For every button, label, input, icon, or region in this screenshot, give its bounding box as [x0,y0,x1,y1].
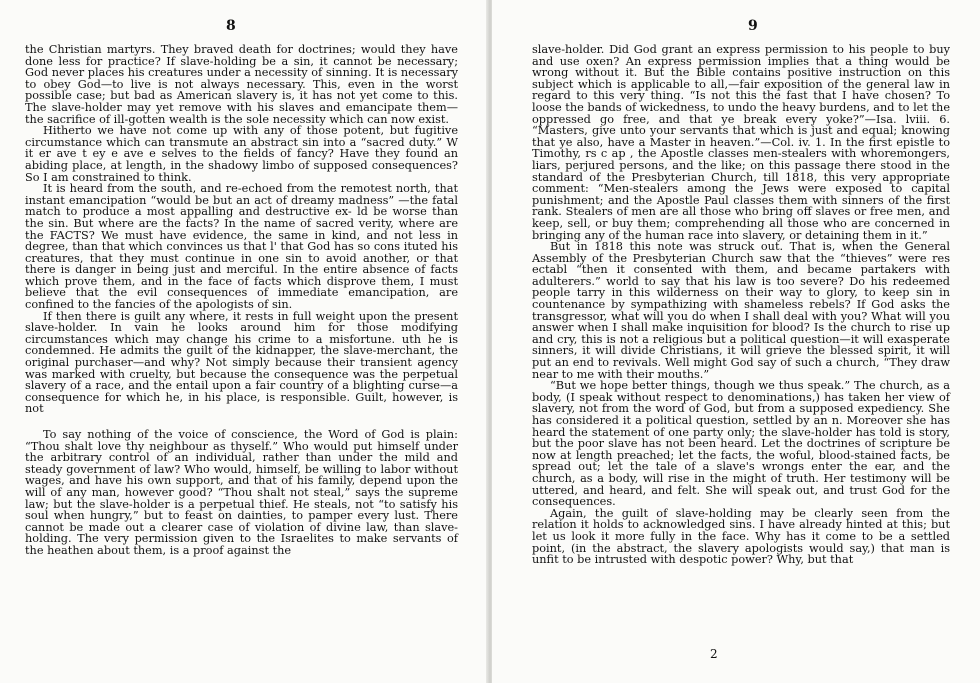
right-paragraph: “But we hope better things, though we thus speak.” The church, as a body, (I speak without respect to denominations,) has taken her view of slavery, not from the word of God, but from a supposed expediency. She has considered it a political question, settled by an n. Moreover she has heard the statement of one party only; the slave-holder has told is story, but the poor slave has not been heard. Let the doctrines of scripture be now at length preached; let the facts, the woful, blood-stained facts, be spread out; let the tale of a slave's wrongs enter the ear, and the church, as a body, will rise in the might of truth. Her testimony will be uttered, and heard, and felt. She will speak out, and trust God for the consequences. [532,379,950,509]
left-paragraph: Hitherto we have not come up with any of those potent, but fugitive circumstance which can transmute an abstract sin into a “sacred duty.” W it er ave t ey e ave e selves to the fields of fancy? Have they found an abiding place, at length, in the shadowy limbo of supposed consequences? So I am constrained to think. [25,124,458,184]
right-paragraph: Again, the guilt of slave-holding may be clearly seen from the relation it holds to acknowledged sins. I have already hinted at this; but let us look it more fully in the face. Why has it come to be a settled point, (in the abstract, the slavery apologists would say,) that man is unfit to be intrusted with despotic power? Why, but that [532,506,950,567]
signature-mark: 2 [710,647,718,661]
right-page-number: 9 [748,18,758,34]
right-page [492,0,980,683]
left-paragraph: If then there is guilt any where, it rests in full weight upon the present slave-holder. In vain he looks around him for those modifying circumstances which may change his crime to a misfortune. uth he is condemned. He admits the guilt of the kidnapper, the slave-merchant, the original purchaser—and why? Not simply because their transient agency was marked with cruelty, but because the consequence was the perpetual slavery of a race, and the entail upon a fair country of a blighting curse—a consequence for which he, in his place, is responsible. Guilt, however, is not [25,309,458,416]
left-page [0,0,488,683]
right-paragraph: But in 1818 this note was struck out. That is, when the General Assembly of the Presbyterian Church saw that the “thieves” were res ectabl “then it consented with them, and became partakers with adulterers.” world to say that his law is too severe? Do his redeemed people tarry in this wilderness on their way to glory, to keep sin in countenance by sympathizing with shameless rebels? If God asks the transgressor, what will you do when I shall deal with you? What will you answer when I shall make inquisition for blood? Is the church to rise up and cry, this is not a religious but a political question—it will exasperate sinners, it will divide Christians, it will grieve the blessed spirit, it will put an end to revivals. Well might God say of such a church, “They draw near to me with their mouths.” [532,240,950,381]
right-paragraph: slave-holder. Did God grant an express permission to his people to buy and use oxen? An express permission implies that a thing would be wrong without it. But the Bible contains positive instruction on this subject which is applicable to all,—fair exposition of the general law in regard to this very thing. “Is not this the fast that I have chosen? To loose the bands of wickedness, to undo the heavy burdens, and to let the oppressed go free, and that ye break every yoke?”—Isa. lviii. 6. “Masters, give unto your servants that which is just and equal; knowing that ye also, have a Master in heaven.”—Col. iv. 1. In the first epistle to Timothy, rs c ap , the Apostle classes men-stealers with whoremongers, liars, perjured persons, and the like; on this passage there stood in the standard of the Presbyterian Church, till 1818, this very appropriate comment: “Men-stealers among the Jews were exposed to capital punishment; and the Apostle Paul classes them with sinners of the first rank. Stealers of men are all those who bring off slaves or free men, and keep, sell, or buy them; comprehending all those who are concerned in bringing any of the human race into slavery, or detaining them in it.” [532,43,950,242]
left-paragraph: It is heard from the south, and re-echoed from the remotest north, that instant emancipation “would be but an act of dreamy madness” —the fatal match to produce a most appalling and destructive ex- ld be worse than the sin. But where are the facts? In the name of sacred verity, where are the FACTS? We must have evidence, the same in kind, and not less in degree, than that which convinces us that l' that God has so cons ituted his creatures, that they must continue in one sin to avoid another, or that there is danger in being just and merciful. In the entire absence of facts which prove them, and in the face of facts which disprove them, I must believe that the evil consequences of immediate emancipation, are confined to the fancies of the apologists of sin. [25,182,458,312]
left-paragraph: the Christian martyrs. They braved death for doctrines; would they have done less for practice? If slave-holding be a sin, it cannot be necessary; God never places his creatures under a necessity of sinning. It is necessary to obey God—to live is not always necessary. This, even in the worst possible case; but bad as American slavery is, it has not yet come to this. The slave-holder may yet remove with his slaves and emancipate them—the sacrifice of ill-gotten wealth is the sole necessity which can now exist. [25,43,458,126]
left-page-number: 8 [226,18,236,34]
left-paragraph: To say nothing of the voice of conscience, the Word of God is plain: “Thou shalt love thy neighbour as thyself.” Who would put himself under the arbitrary control of an individual, rather than under the mild and steady government of law? Who would, himself, be willing to labor without wages, and have his own support, and that of his family, depend upon the will of any man, however good? “Thou shalt not steal,” says the supreme law; but the slave-holder is a perpetual thief. He steals, not “to satisfy his soul when hungry,” but to feast on dainties, to pamper every lust. There cannot be made out a clearer case of violation of divine law, than slave-holding. The very permission given to the Israelites to make servants of the heathen about them, is a proof against the [25,428,458,557]
